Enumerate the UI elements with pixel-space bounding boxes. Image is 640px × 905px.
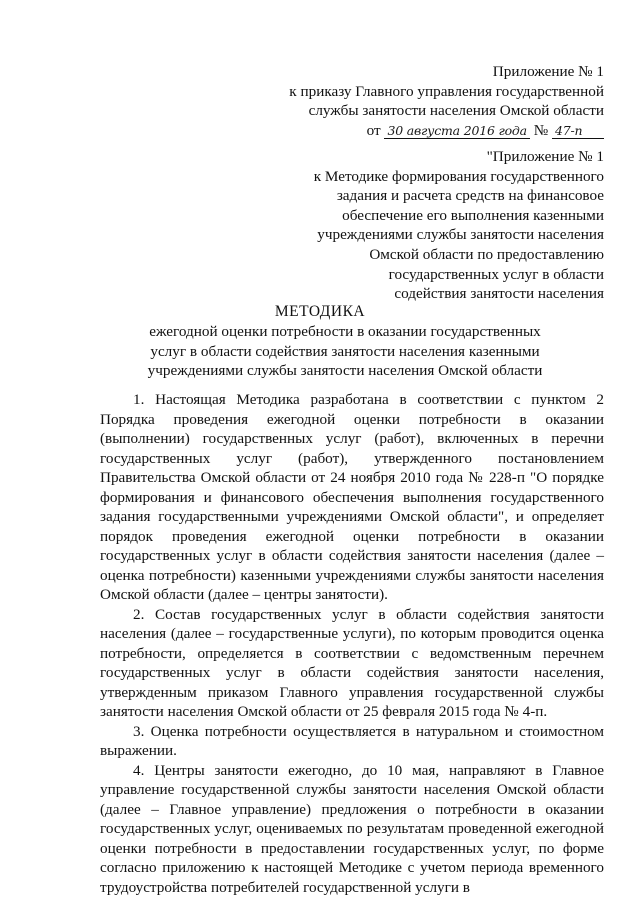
header-line: содействия занятости населения — [394, 285, 604, 303]
header-line: Омской области по предоставлению — [369, 245, 604, 263]
from-label: от — [366, 121, 381, 139]
method-appendix-header — [314, 147, 604, 304]
header-line: обеспечение его выполнения казенными — [342, 206, 604, 224]
handwritten-number: 47-п — [552, 121, 604, 141]
number-label: № — [533, 121, 549, 139]
order-date-line — [289, 121, 604, 141]
order-appendix-header — [289, 62, 604, 140]
document-title: МЕТОДИКА — [274, 303, 366, 320]
subtitle-line: учреждениями службы занятости населения Омской области — [147, 362, 543, 380]
paragraph: 2. Состав государственных услуг в области содействия занятости населения (далее – государственные услуги), по которым проводится оценка потребности, определяется в соответствии с ведомственным перечнем государственных услуг в области содействия занятости населения, утвержденным приказом Главного управления государственной службы занятости населения Омской области от 25 февраля 2015 года № 4-п. — [100, 605, 604, 720]
header-line: Приложение № 1 — [492, 63, 604, 80]
subtitle-line: ежегодной оценки потребности в оказании государственных — [149, 323, 541, 340]
header-line: к Методике формирования государственного — [313, 167, 604, 185]
subtitle-line: услуг в области содействия занятости населения казенными — [150, 342, 540, 360]
handwritten-date: 30 августа 2016 года — [384, 121, 529, 141]
document-title-block — [0, 302, 640, 381]
paragraph: 4. Центры занятости ежегодно, до 10 мая, направляют в Главное управление государственной службы занятости населения Омской области (далее – Главное управление) предложения о потребности в оказании государственных услуг, оцениваемых по результатам проведенной ежегодной оценки потребности в предоставлении государственных услуг, по форме согласно приложению к настоящей Методике с учетом периода временного трудоустройства потребителей государственной услуги в — [100, 761, 604, 896]
header-line: государственных услуг в области — [388, 265, 604, 283]
header-line: "Приложение № 1 — [486, 148, 604, 165]
paragraph: 1. Настоящая Методика разработана в соответствии с пунктом 2 Порядка проведения ежегодной оценки потребности в оказании (выполнении) государственных услуг (работ), включенных в перечни государственных услуг (работ), утвержденного постановлением Правительства Омской области от 24 ноября 2010 года № 228-п "О порядке формирования и финансового обеспечения выполнения государственного задания государственными учреждениями Омской области", и определяет порядок проведения ежегодной оценки потребности в оказании государственных услуг в области содействия занятости населения (далее – оценка потребности) казенными учреждениями службы занятости населения Омской области (далее – центры занятости). — [100, 391, 604, 603]
paragraph: 3. Оценка потребности осуществляется в натуральном и стоимостном выражении. — [100, 722, 604, 759]
header-line: к приказу Главного управления государственной — [289, 82, 604, 100]
document-body — [100, 390, 604, 897]
header-line: учреждениями службы занятости населения — [317, 226, 604, 244]
header-line: задания и расчета средств на финансовое — [336, 187, 604, 205]
header-line: службы занятости населения Омской области — [308, 102, 604, 120]
